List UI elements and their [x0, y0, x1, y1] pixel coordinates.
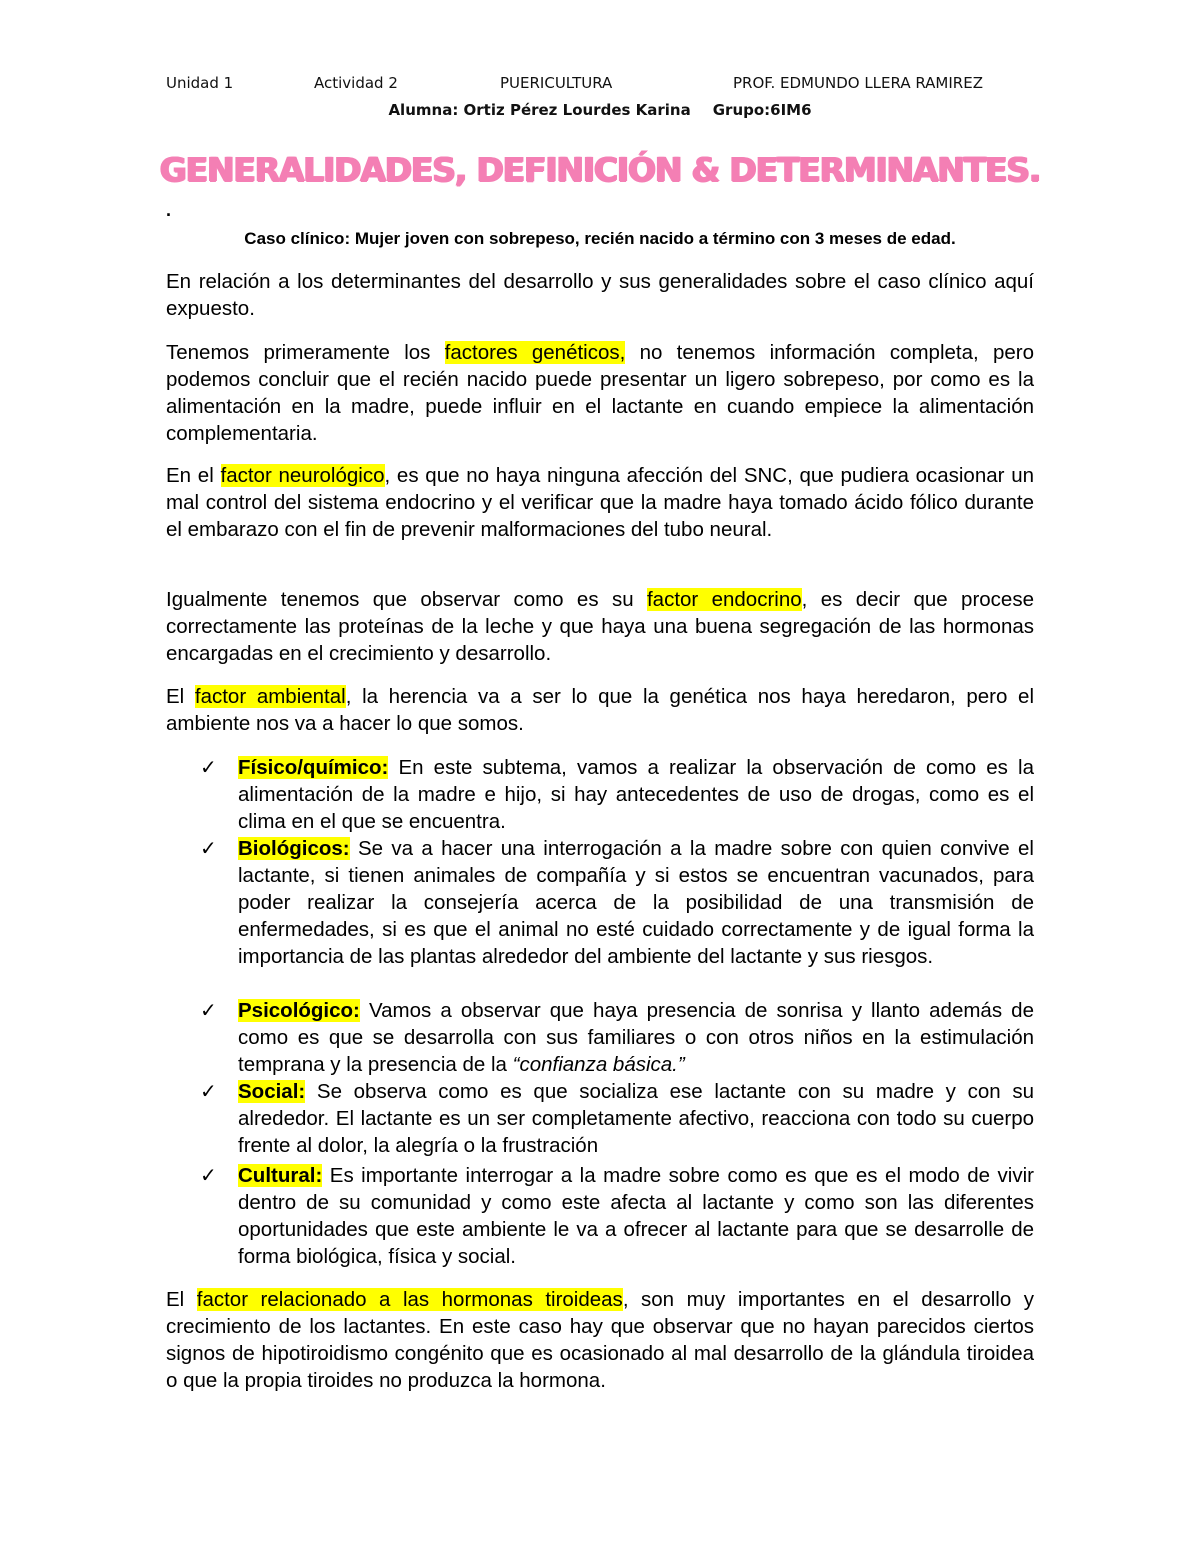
endo-paragraph — [166, 586, 1034, 667]
header-student-line — [0, 101, 1200, 119]
list-item — [238, 754, 1034, 835]
list-item-label: Físico/químico: — [238, 756, 389, 779]
check-icon: ✓ — [200, 1079, 217, 1103]
list-item-text: Se va a hacer una interrogación a la madre sobre con quien convive el lactante, si tienen animales de compañía y si estos se encuentran vacunados, para poder realizar la consejería acerca de la posibilidad de una transmisión de enfermedades, si es que el animal no esté cuidado correctamente y de igual forma la importancia de las plantas alrededor del ambiente del lactante y sus riesgos. — [238, 837, 1034, 968]
list-item-text: Se observa como es que socializa ese lactante con su madre y con su alrededor. El lactante es un ser completamente afectivo, reacciona con todo su cuerpo frente al dolor, la alegría o la frustración — [238, 1080, 1034, 1157]
check-icon: ✓ — [200, 1163, 217, 1187]
check-icon: ✓ — [200, 755, 217, 779]
endo-post: , es decir que procese correctamente las proteínas de la leche y que haya una buena segregación de las hormonas encargadas en el crecimiento y desarrollo. — [166, 588, 1034, 665]
check-icon: ✓ — [200, 998, 217, 1022]
env-highlight: factor ambiental — [194, 685, 346, 708]
env-pre: El — [166, 685, 195, 708]
thyroid-paragraph — [166, 1286, 1034, 1394]
header-activity: Actividad 2 — [314, 74, 398, 92]
intro-paragraph: En relación a los determinantes del desarrollo y sus generalidades sobre el caso clínico aquí expuesto. — [166, 270, 1034, 320]
list-item-italic: “confianza básica.” — [512, 1053, 685, 1076]
list-item — [238, 997, 1034, 1078]
env-post: , la herencia va a ser lo que la genética nos haya heredaron, pero el ambiente nos va a hacer lo que somos. — [166, 685, 1034, 735]
list-item — [238, 1162, 1034, 1270]
list-item-label: Biológicos: — [238, 837, 350, 860]
list-item — [238, 1078, 1034, 1159]
neuro-post: , es que no haya ninguna afección del SNC, que pudiera ocasionar un mal control del sistema endocrino y el verificar que la madre haya tomado ácido fólico durante el embarazo con el fin de prevenir malformaciones del tubo neural. — [166, 464, 1034, 541]
header-professor: PROF. EDMUNDO LLERA RAMIREZ — [733, 74, 983, 92]
genetic-highlight: factores genéticos, — [444, 341, 626, 364]
genetic-pre: Tenemos primeramente los — [166, 341, 445, 364]
neuro-pre: En el — [166, 464, 221, 487]
list-item-label: Psicológico: — [238, 999, 360, 1022]
thyroid-post: , son muy importantes en el desarrollo y crecimiento de los lactantes. En este caso hay que observar que no hayan parecidos ciertos signos de hipotiroidismo congénito que es ocasionado al mal desarrollo de la glándula tiroidea o que la propia tiroides no produzca la hormona. — [166, 1288, 1034, 1392]
list-item-label: Social: — [238, 1080, 306, 1103]
genetic-paragraph — [166, 339, 1034, 447]
thyroid-pre: El — [166, 1288, 197, 1311]
genetic-post: no tenemos información completa, pero podemos concluir que el recién nacido puede presentar un ligero sobrepeso, por como es la alimentación en la madre, puede influir en el lactante en cuando empiece la alimentación complementaria. — [166, 341, 1034, 445]
thyroid-highlight: factor relacionado a las hormonas tiroideas — [196, 1288, 623, 1311]
list-item-text: Vamos a observar que haya presencia de sonrisa y llanto además de como es que se desarrolla con sus familiares o con otros niños en la estimulación temprana y la presencia de la — [238, 999, 1034, 1076]
header-unit: Unidad 1 — [166, 74, 234, 92]
endo-pre: Igualmente tenemos que observar como es su — [166, 588, 647, 611]
neuro-paragraph — [166, 462, 1034, 543]
list-item-label: Cultural: — [238, 1164, 323, 1187]
endo-highlight: factor endocrino — [646, 588, 802, 611]
stray-dot: . — [166, 200, 172, 220]
list-item-text: En este subtema, vamos a realizar la observación de como es la alimentación de la madre e hijo, si hay antecedentes de uso de drogas, como es el clima en el que se encuentra. — [238, 756, 1034, 833]
header-subject: PUERICULTURA — [500, 74, 613, 92]
check-icon: ✓ — [200, 836, 217, 860]
list-item-text: Es importante interrogar a la madre sobre como es que es el modo de vivir dentro de su comunidad y como este afecta al lactante y como son las diferentes oportunidades que este ambiente le va a ofrecer al lactante para que se desarrolle de forma biológica, física y social. — [238, 1164, 1034, 1268]
list-item — [238, 835, 1034, 970]
env-paragraph — [166, 683, 1034, 737]
clinical-case: Caso clínico: Mujer joven con sobrepeso, recién nacido a término con 3 meses de edad. — [244, 229, 956, 248]
header-student: Alumna: Ortiz Pérez Lourdes Karina — [388, 101, 691, 119]
document-title: GENERALIDADES, DEFINICIÓN & DETERMINANTES. — [159, 150, 1041, 189]
neuro-highlight: factor neurológico — [220, 464, 385, 487]
header-group: Grupo:6IM6 — [712, 101, 812, 119]
